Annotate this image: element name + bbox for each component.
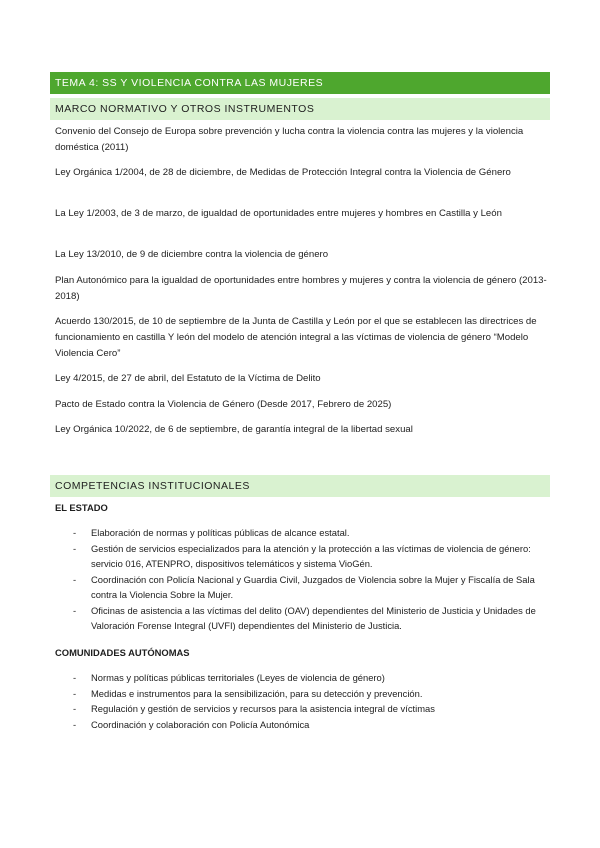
list-item: - Coordinación y colaboración con Policía Autonómica	[55, 717, 547, 733]
list-item: - Regulación y gestión de servicios y recursos para la asistencia integral de víctimas	[55, 701, 547, 717]
list-item: - Elaboración de normas y políticas públicas de alcance estatal.	[55, 525, 547, 541]
marco-item: Acuerdo 130/2015, de 10 de septiembre de la Junta de Castilla y León por el que se establecen las directrices de funcionamiento en castilla Y león del modelo de atención integral a las víctimas de violencia de género “Modelo Violencia Cero”	[55, 316, 537, 359]
marco-item: Ley Orgánica 10/2022, de 6 de septiembre, de garantía integral de la libertad sexual	[55, 424, 413, 435]
competencias-heading: COMPETENCIAS INSTITUCIONALES	[55, 480, 250, 492]
ccaa-list	[55, 670, 547, 732]
marco-item: Pacto de Estado contra la Violencia de Género (Desde 2017, Febrero de 2025)	[55, 399, 392, 410]
dash-bullet: -	[73, 527, 77, 538]
list-item: - Gestión de servicios especializados para la atención y la protección a las víctimas de violencia de género: servicio 016, ATENPRO, dispositivos telemáticos y sistema VioGén.	[73, 542, 531, 569]
dash-bullet: -	[73, 672, 77, 683]
estado-title: EL ESTADO	[55, 502, 108, 513]
marco-item: Ley 4/2015, de 27 de abril, del Estatuto de la Víctima de Delito	[55, 373, 321, 384]
marco-item: Ley Orgánica 1/2004, de 28 de diciembre, de Medidas de Protección Integral contra la Violencia de Género	[55, 167, 511, 178]
marco-item: La Ley 13/2010, de 9 de diciembre contra la violencia de género	[55, 249, 329, 260]
dash-bullet: -	[73, 573, 77, 585]
dash-bullet: -	[73, 718, 77, 730]
marco-item: Plan Autonómico para la igualdad de oportunidades entre hombres y mujeres y contra la violencia de género (2013-2018)	[55, 275, 547, 302]
estado-list	[55, 525, 547, 634]
list-item: - Medidas e instrumentos para la sensibilización, para su detección y prevención.	[55, 686, 547, 702]
list-item: - Coordinación con Policía Nacional y Guardia Civil, Juzgados de Violencia sobre la Mujer y Fiscalía de Sala contra la Violencia Sobre la Mujer.	[73, 573, 535, 600]
marco-heading: MARCO NORMATIVO Y OTROS INSTRUMENTOS	[55, 103, 315, 115]
marco-heading-bar	[50, 98, 550, 120]
dash-bullet: -	[73, 604, 77, 616]
dash-bullet: -	[73, 687, 77, 699]
marco-item: La Ley 1/2003, de 3 de marzo, de igualdad de oportunidades entre mujeres y hombres en Castilla y León	[55, 208, 502, 219]
competencias-heading-bar	[50, 475, 550, 497]
list-item: - Oficinas de asistencia a las víctimas del delito (OAV) dependientes del Ministerio de Justicia y Unidades de Valoración Forense Integral (UVFI) dependientes del Ministerio de Justicia.	[73, 604, 536, 631]
dash-bullet: -	[73, 703, 77, 714]
dash-bullet: -	[73, 542, 77, 554]
tema-title-bar	[50, 72, 550, 94]
list-item: - Normas y políticas públicas territoriales (Leyes de violencia de género)	[55, 670, 547, 686]
marco-item: Convenio del Consejo de Europa sobre prevención y lucha contra la violencia contra las mujeres y la violencia doméstica (2011)	[55, 126, 524, 153]
ccaa-title: COMUNIDADES AUTÓNOMAS	[55, 647, 190, 658]
tema-title: TEMA 4: SS Y VIOLENCIA CONTRA LAS MUJERES	[55, 77, 324, 89]
